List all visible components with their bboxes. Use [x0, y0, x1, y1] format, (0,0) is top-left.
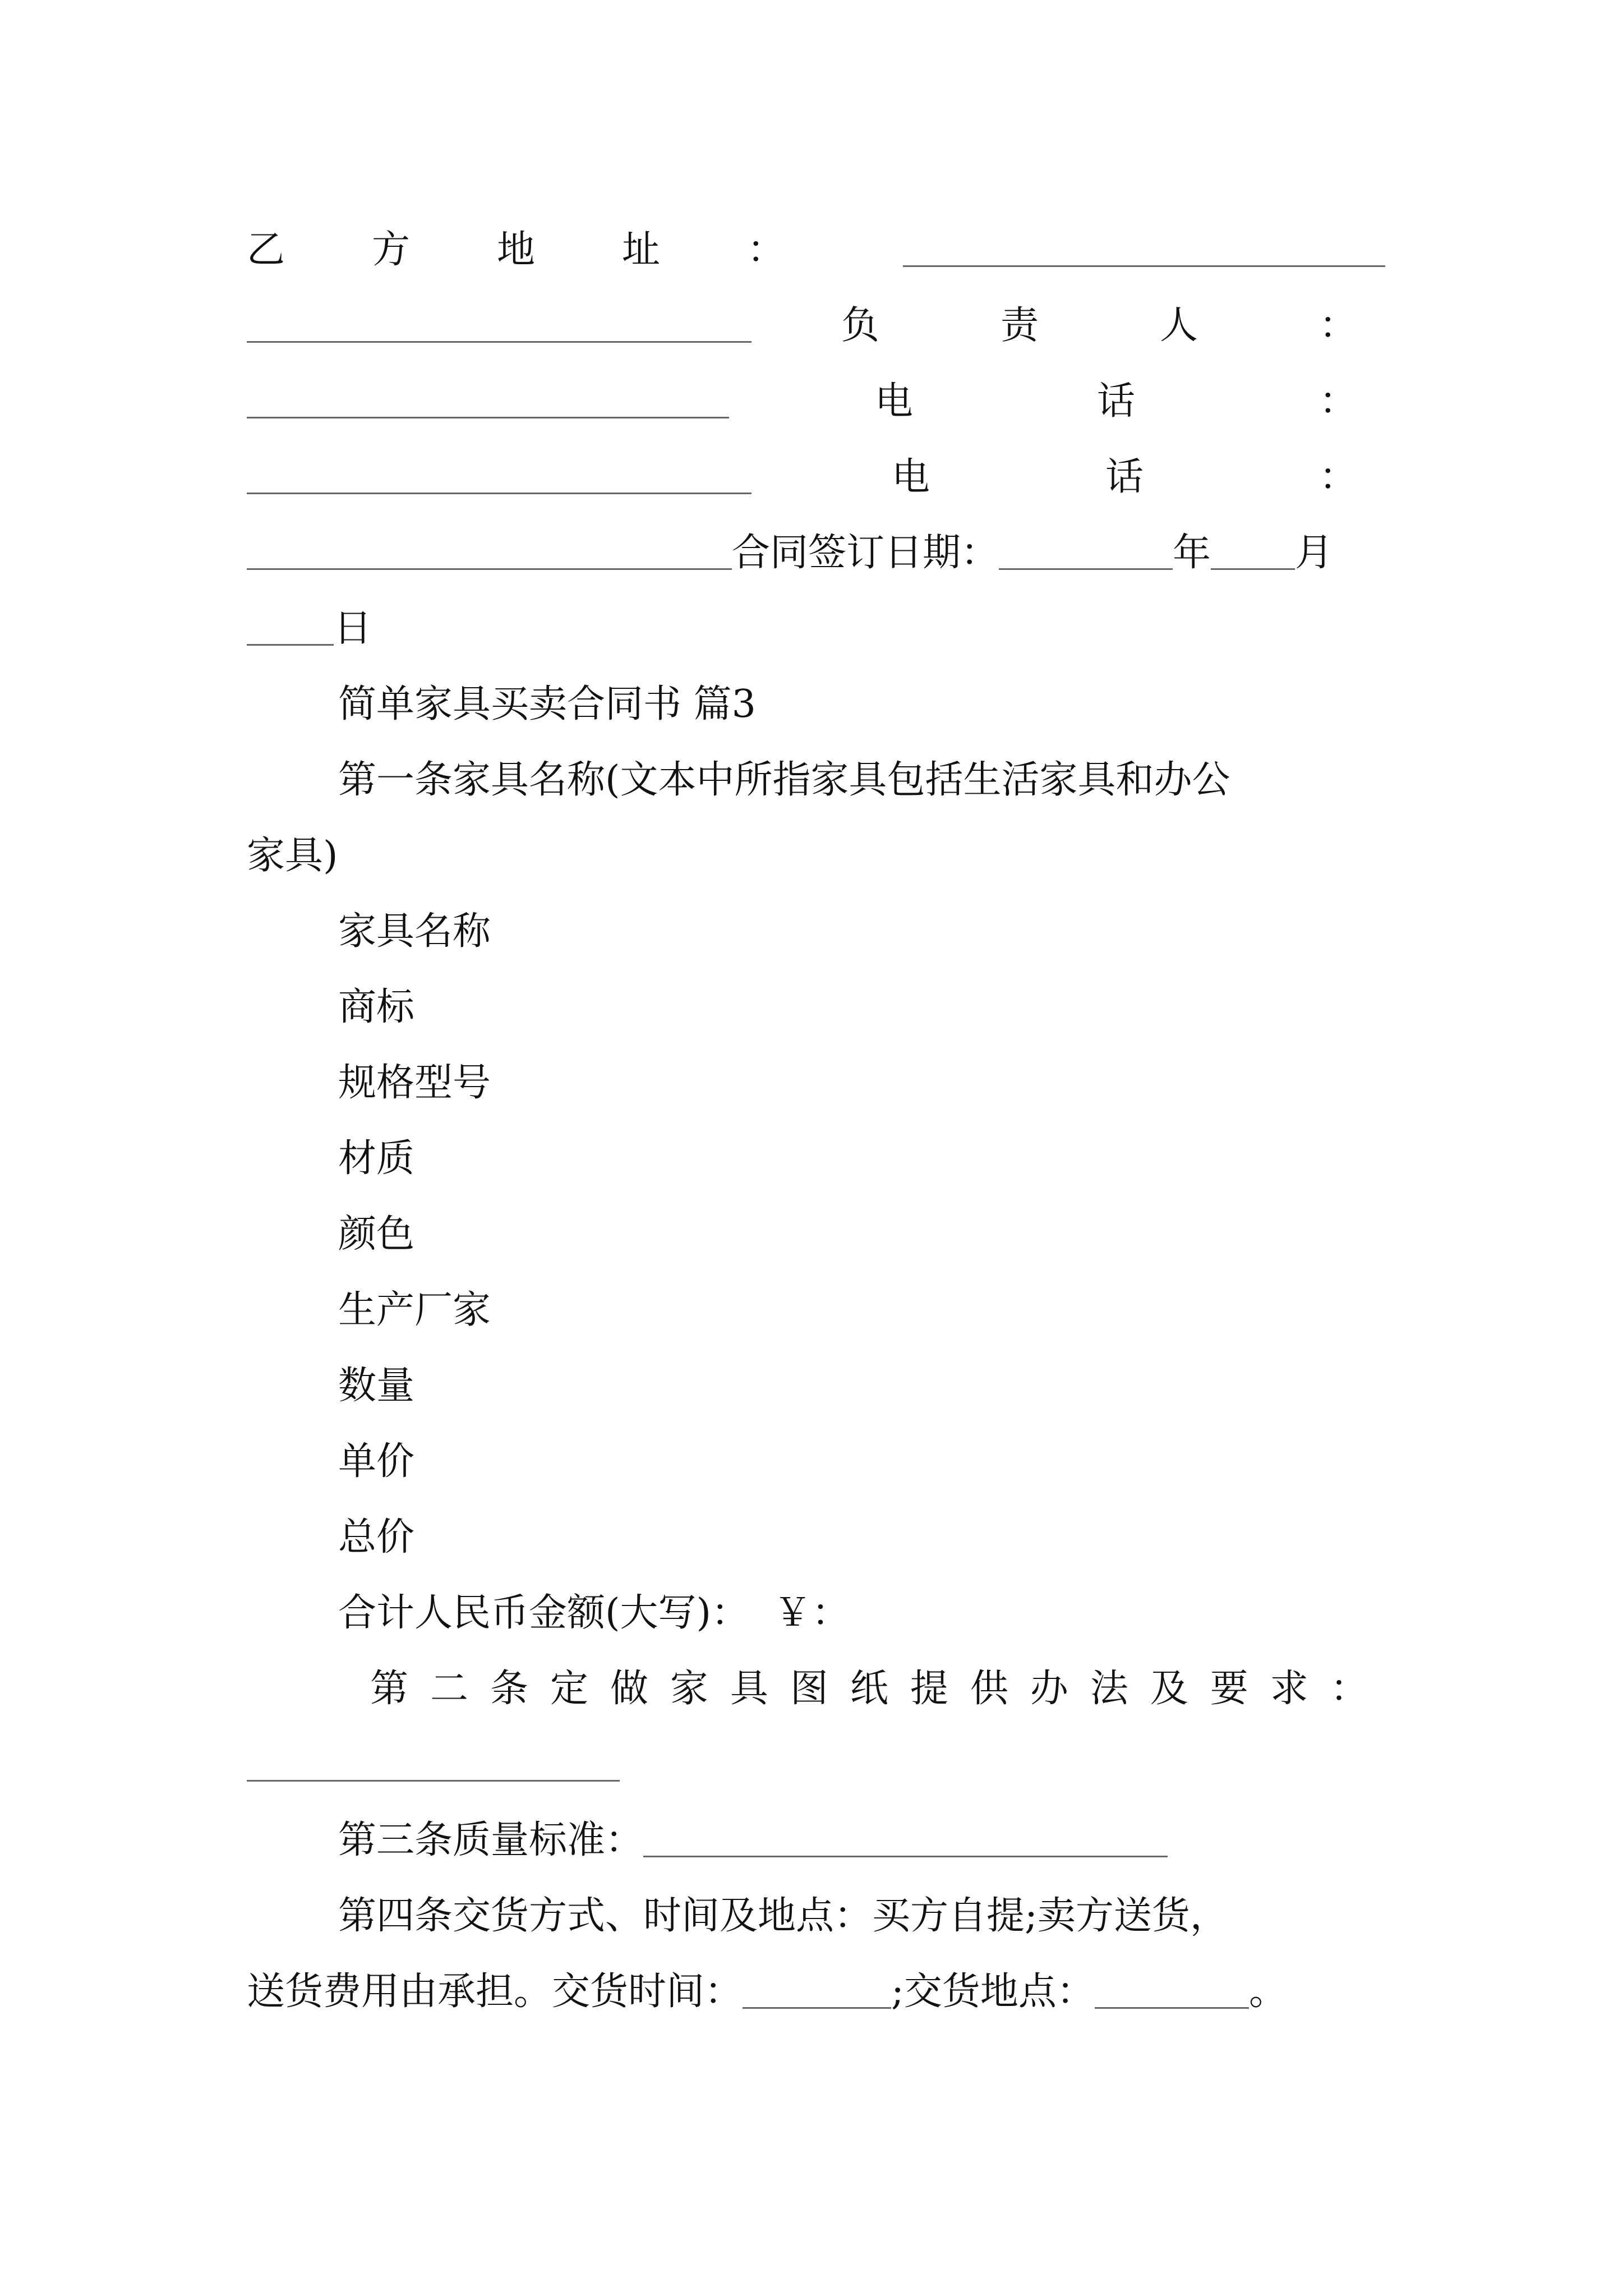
article-2-char: 纸 — [850, 1667, 888, 1711]
label-char: 责 — [1000, 303, 1039, 348]
label-char: 话 — [1105, 455, 1144, 499]
item-quantity: 数量 — [338, 1364, 415, 1408]
article-1-text-cont: 家具) — [247, 834, 338, 878]
item-material: 材质 — [338, 1137, 415, 1181]
list-item — [338, 1186, 1387, 1257]
section-title-text: 简单家具买卖合同书 篇3 — [338, 682, 756, 726]
phone-label — [892, 455, 1357, 499]
label-char: 电 — [875, 379, 914, 424]
day-label: 日 — [334, 606, 372, 651]
delivery-place-label: ;交货地点： — [891, 1970, 1095, 2014]
fill-blank[interactable] — [247, 383, 729, 418]
label-char: 人 — [1159, 303, 1198, 348]
item-specification: 规格型号 — [338, 1061, 491, 1105]
article-2-char: 第 — [370, 1667, 409, 1711]
article-1-line-1 — [338, 732, 1387, 802]
person-in-charge-label — [841, 303, 1357, 348]
article-2-char: 做 — [610, 1667, 648, 1711]
article-2-char: 供 — [970, 1667, 1008, 1711]
label-char: 方 — [371, 228, 410, 272]
article-2-char: 提 — [910, 1667, 948, 1711]
item-manufacturer: 生产厂家 — [338, 1288, 491, 1332]
contract-date-line — [247, 505, 1385, 575]
day-blank[interactable] — [247, 610, 334, 646]
phone-line-1 — [247, 353, 1385, 424]
list-item — [338, 1035, 1387, 1105]
list-item — [338, 1262, 1387, 1332]
delivery-time-label: 送货费用由承担。交货时间： — [247, 1970, 743, 2014]
item-unit-price: 单价 — [338, 1439, 415, 1484]
fill-blank[interactable] — [247, 535, 732, 570]
phone-line-2 — [247, 429, 1385, 499]
article-2-blank-line — [247, 1717, 1385, 1784]
article-2-char: 条 — [490, 1667, 528, 1711]
year-label: 年 — [1173, 531, 1211, 575]
period-mark: 。 — [1248, 1970, 1287, 2014]
delivery-place-blank[interactable] — [1095, 1973, 1249, 2009]
article-3-line — [338, 1792, 1387, 1860]
article-2-char: 图 — [790, 1667, 828, 1711]
delivery-time-blank[interactable] — [743, 1973, 891, 2009]
item-trademark: 商标 — [338, 985, 415, 1029]
article-2-char: ： — [1330, 1667, 1368, 1711]
article-2-char: 办 — [1030, 1667, 1068, 1711]
article-2-char: 及 — [1150, 1667, 1188, 1711]
article-2-char: 要 — [1210, 1667, 1248, 1711]
list-item — [338, 1414, 1387, 1484]
article-2-char: 家 — [670, 1667, 708, 1711]
month-label: 月 — [1295, 531, 1334, 575]
article-4-text: 第四条交货方式、时间及地点：买方自提;卖方送货， — [338, 1894, 1228, 1938]
article-2-char: 具 — [730, 1667, 768, 1711]
party-b-address-line — [247, 202, 1385, 272]
article-2-char: 法 — [1090, 1667, 1128, 1711]
total-amount-text: 合计人民币金额(大写)： ￥： — [338, 1591, 850, 1635]
article-2-char: 求 — [1270, 1667, 1308, 1711]
label-char: 话 — [1096, 379, 1135, 424]
list-item — [338, 1489, 1387, 1557]
month-blank[interactable] — [1211, 535, 1295, 570]
phone-label — [875, 379, 1357, 424]
label-colon: ： — [1318, 455, 1357, 499]
year-blank[interactable] — [999, 535, 1173, 570]
fill-blank[interactable] — [247, 459, 751, 494]
section-title — [338, 656, 1387, 724]
label-char: 电 — [892, 455, 930, 499]
label-colon: ： — [1318, 379, 1357, 424]
article-1-line-2 — [247, 808, 1385, 878]
list-item — [338, 884, 1387, 954]
label-colon: ： — [1318, 303, 1357, 348]
party-b-address-label — [247, 228, 785, 272]
contract-date-label: 合同签订日期： — [732, 531, 999, 575]
drawing-method-blank[interactable] — [247, 1746, 620, 1782]
quality-standard-label: 第三条质量标准： — [338, 1818, 644, 1862]
article-1-text: 第一条家具名称(文本中所指家具包括生活家具和办公 — [338, 758, 1230, 802]
person-in-charge-line — [247, 278, 1385, 348]
article-2-char: 二 — [430, 1667, 468, 1711]
item-furniture-name: 家具名称 — [338, 909, 491, 954]
label-char: 址 — [621, 228, 660, 272]
list-item — [338, 1111, 1387, 1181]
label-char: 负 — [841, 303, 880, 348]
article-4-line-2 — [247, 1944, 1385, 2014]
article-2-line — [370, 1641, 1368, 1711]
list-item — [338, 959, 1387, 1027]
article-4-line-1 — [338, 1868, 1387, 1938]
label-char: 乙 — [247, 228, 285, 272]
total-amount-line — [338, 1565, 1387, 1635]
day-line — [247, 581, 1385, 651]
fill-blank[interactable] — [247, 307, 751, 343]
quality-standard-blank[interactable] — [643, 1822, 1168, 1857]
item-total-price: 总价 — [338, 1515, 415, 1559]
item-color: 颜色 — [338, 1212, 415, 1257]
article-2-char: 定 — [550, 1667, 588, 1711]
label-colon: ： — [746, 228, 785, 272]
address-blank[interactable] — [903, 232, 1385, 267]
list-item — [338, 1338, 1387, 1408]
label-char: 地 — [496, 228, 535, 272]
